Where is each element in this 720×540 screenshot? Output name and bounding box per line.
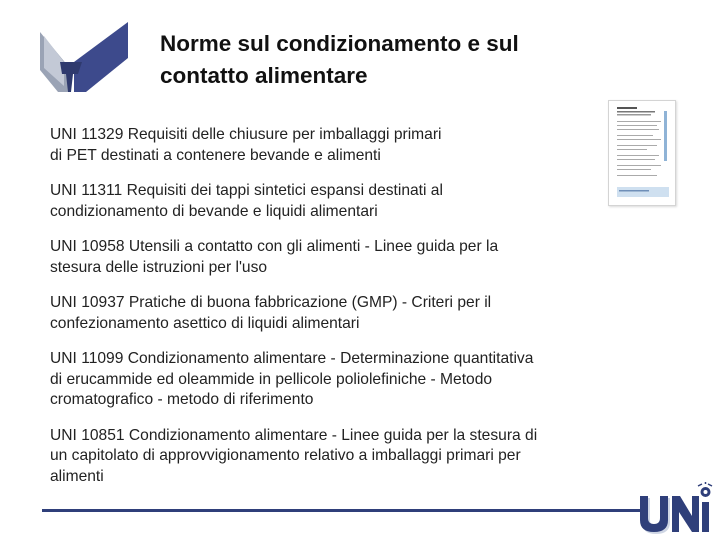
uni-logo	[634, 482, 714, 534]
norms-list	[50, 125, 640, 502]
item-line: UNI 10851 Condizionamento alimentare - Linee guida per la stesura di	[50, 426, 538, 444]
item-line: UNI 11099 Condizionamento alimentare - Determinazione quantitativa	[50, 350, 534, 367]
item-line: di PET destinati a contenere bevande e alimenti	[50, 146, 381, 164]
bottom-divider	[42, 509, 642, 512]
list-item	[50, 181, 640, 222]
item-line: stesura delle istruzioni per l'uso	[50, 258, 268, 276]
list-item	[50, 125, 640, 166]
item-line: UNI 10958 Utensili a contatto con gli alimenti - Linee guida per la	[50, 238, 499, 255]
list-item	[50, 426, 640, 488]
institution-logo-icon	[38, 22, 130, 94]
item-line: UNI 11329 Requisiti delle chiusure per imballaggi primari	[50, 126, 442, 143]
list-item	[50, 349, 640, 411]
item-line: cromatografico - metodo di riferimento	[50, 391, 314, 408]
item-line: di erucammide ed oleammide in pellicole poliolefiniche - Metodo	[50, 370, 493, 388]
item-line: UNI 11311 Requisiti dei tappi sintetici espansi destinati al	[50, 182, 443, 199]
page-title	[160, 28, 640, 92]
item-line: confezionamento asettico di liquidi alimentari	[50, 314, 360, 332]
list-item	[50, 293, 640, 334]
item-line: UNI 10937 Pratiche di buona fabbricazione (GMP) - Criteri per il	[50, 294, 492, 311]
title-line: Norme sul condizionamento e sul	[160, 31, 519, 56]
item-line: un capitolato di approvvigionamento relativo a imballaggi primari per	[50, 447, 521, 464]
title-line: contatto alimentare	[160, 63, 368, 88]
item-line: alimenti	[50, 467, 104, 485]
list-item	[50, 237, 640, 278]
item-line: condizionamento di bevande e liquidi alimentari	[50, 202, 378, 220]
